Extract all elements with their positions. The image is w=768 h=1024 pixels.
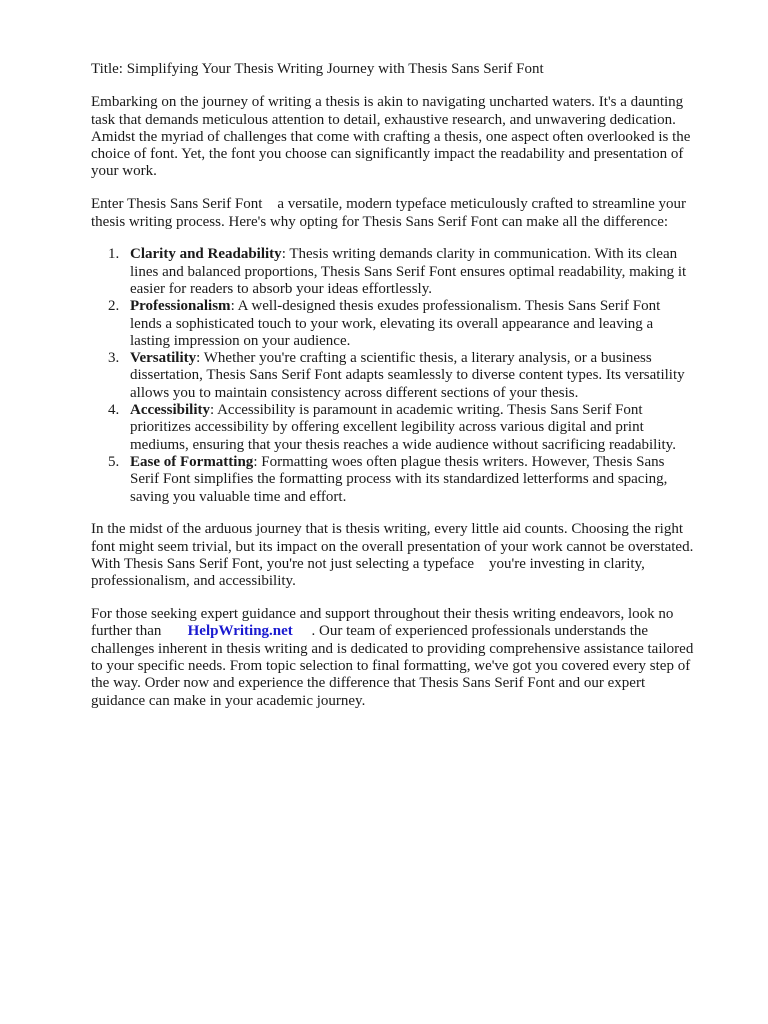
list-term: Clarity and Readability [130, 246, 282, 263]
text-line: saving you valuable time and effort. [130, 488, 347, 505]
helpwriting-link[interactable]: HelpWriting.net [187, 623, 293, 640]
text-line: the way. Order now and experience the difference that Thesis Sans Serif Font and our expert [91, 675, 646, 692]
benefits-list [91, 246, 731, 505]
list-item [91, 298, 731, 350]
text-line: professionalism, and accessibility. [91, 573, 296, 590]
text-line: allows you to maintain consistency across different sections of your thesis. [130, 384, 579, 401]
text-line: your work. [91, 163, 157, 180]
list-term: Accessibility [130, 402, 210, 419]
list-number: 1. [108, 246, 120, 263]
intro-paragraph [91, 94, 731, 180]
text-line: : Thesis writing demands clarity in communication. With its clean [281, 246, 678, 263]
text-line: dissertation, Thesis Sans Serif Font adapts seamlessly to diverse content types. Its versatility [130, 367, 685, 384]
list-number: 5. [108, 453, 120, 470]
text-line: Enter Thesis Sans Serif Font a versatile, modern typeface meticulously crafted to streamline your [91, 196, 686, 213]
list-item [91, 246, 731, 298]
text-line: With Thesis Sans Serif Font, you're not just selecting a typeface you're investing in clarity, [91, 555, 645, 572]
text-line: task that demands meticulous attention to detail, exhaustive research, and unwavering dedication. [91, 111, 676, 128]
text-line: prioritizes accessibility by offering excellent legibility across various digital and print [130, 419, 644, 436]
list-number: 4. [108, 402, 120, 419]
text-line: lines and balanced proportions, Thesis Sans Serif Font ensures optimal readability, making it [130, 263, 687, 280]
text-line: For those seeking expert guidance and support throughout their thesis writing endeavors, look no [91, 606, 674, 623]
text-line: challenges inherent in thesis writing and is dedicated to providing comprehensive assistance tailored [91, 640, 694, 657]
text-line: font might seem trivial, but its impact on the overall presentation of your work cannot be overstated. [91, 538, 694, 555]
list-item [91, 402, 731, 454]
list-item [91, 350, 731, 402]
text-line: . Our team of experienced professionals understands the [292, 623, 649, 640]
list-term: Ease of Formatting [130, 453, 254, 470]
text-line: easier for readers to absorb your ideas effortlessly. [130, 280, 432, 297]
list-term: Versatility [130, 350, 197, 367]
list-term: Professionalism [130, 298, 231, 315]
list-number: 2. [108, 298, 120, 315]
text-line: choice of font. Yet, the font you choose can significantly impact the readability and presentation of [91, 146, 684, 163]
text-line: In the midst of the arduous journey that is thesis writing, every little aid counts. Choosing the right [91, 521, 683, 538]
text-line: : Formatting woes often plague thesis writers. However, Thesis Sans [253, 453, 665, 470]
list-number: 3. [108, 350, 120, 367]
text-line: Serif Font simplifies the formatting process with its standardized letterforms and spacing, [130, 471, 668, 488]
text-line: further than [91, 623, 188, 640]
text-line: : Accessibility is paramount in academic writing. Thesis Sans Serif Font [210, 402, 643, 419]
document-title: Title: Simplifying Your Thesis Writing Journey with Thesis Sans Serif Font [91, 61, 544, 77]
text-line: lends a sophisticated touch to your work, elevating its overall appearance and leaving a [130, 315, 654, 332]
text-line: lasting impression on your audience. [130, 332, 351, 349]
promo-paragraph [91, 606, 731, 710]
document-page [91, 61, 731, 725]
list-item [91, 454, 731, 506]
text-line: : A well-designed thesis exudes professionalism. Thesis Sans Serif Font [230, 298, 661, 315]
text-line: mediums, ensuring that your thesis reaches a wide audience without sacrificing readability. [130, 436, 676, 453]
enter-paragraph [91, 196, 731, 231]
text-line: : Whether you're crafting a scientific thesis, a literary analysis, or a business [196, 350, 652, 367]
text-line: to your specific needs. From topic selection to final formatting, we've got you covered every step of [91, 657, 691, 674]
conclusion-paragraph [91, 521, 731, 590]
text-line: guidance can make in your academic journey. [91, 692, 366, 709]
text-line: Amidst the myriad of challenges that come with crafting a thesis, one aspect often overlooked is the [91, 128, 691, 145]
text-line: Embarking on the journey of writing a thesis is akin to navigating uncharted waters. It's a daunting [91, 94, 684, 111]
text-line: thesis writing process. Here's why opting for Thesis Sans Serif Font can make all the difference: [91, 213, 669, 230]
